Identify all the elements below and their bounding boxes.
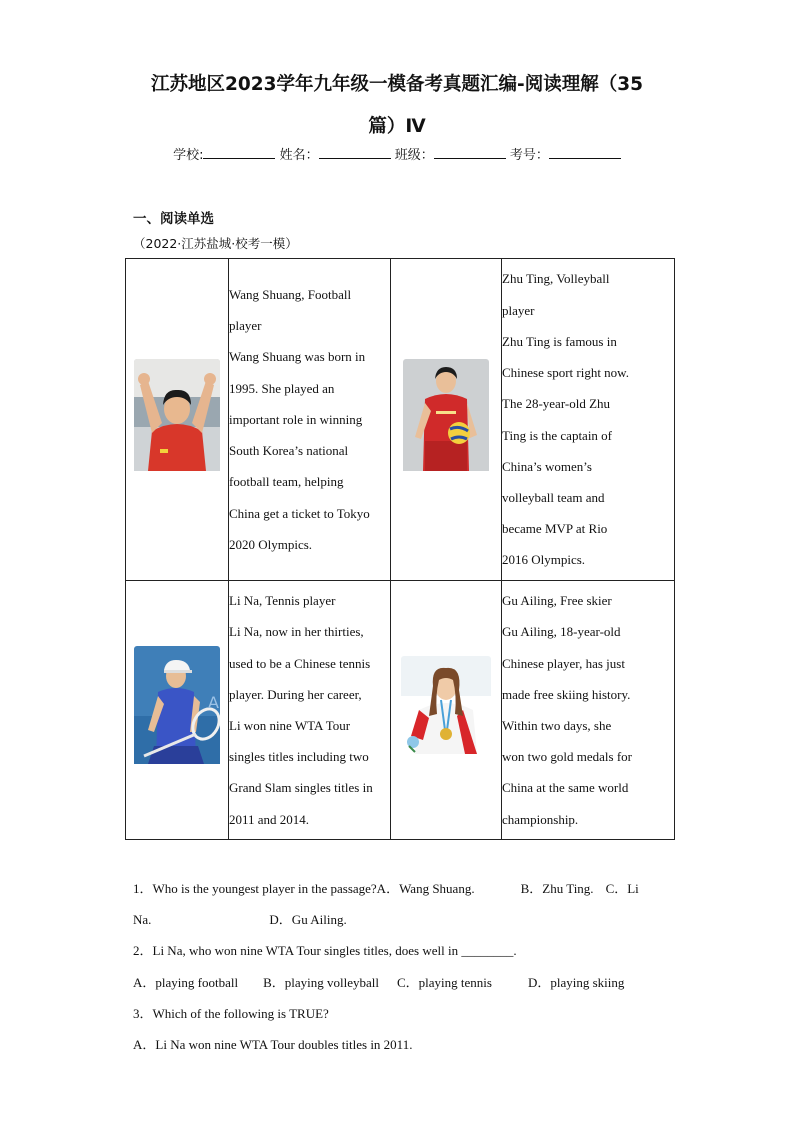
question-2-option-d[interactable]: D．playing skiing bbox=[527, 975, 625, 990]
tennis-player-photo bbox=[134, 646, 220, 769]
card-line: important role in winning bbox=[229, 411, 363, 427]
number-label: 考号： bbox=[509, 148, 549, 163]
question-1-option-c[interactable]: C．Li bbox=[605, 881, 639, 896]
card-line: player bbox=[229, 318, 262, 334]
card-line: championship. bbox=[502, 811, 579, 827]
card-line: 1995. She played an bbox=[229, 380, 335, 396]
question-source: （2022·江苏盐城·校考一模） bbox=[133, 236, 298, 251]
card-line: Chinese sport right now. bbox=[502, 365, 629, 381]
table-row bbox=[126, 259, 675, 581]
athlete-photo-cell bbox=[391, 581, 502, 840]
section-heading: 一、阅读单选 bbox=[133, 211, 214, 227]
card-line: Wang Shuang, Football bbox=[229, 287, 352, 303]
question-1-stem: 1．Who is the youngest player in the passage?A．Wang Shuang. bbox=[133, 881, 475, 896]
question-1-line1 bbox=[133, 873, 673, 904]
card-line: became MVP at Rio bbox=[502, 521, 608, 537]
athlete-photo-cell bbox=[126, 259, 229, 581]
card-line: Zhu Ting is famous in bbox=[502, 333, 617, 349]
football-player-photo bbox=[134, 359, 220, 476]
card-line: Li Na, Tennis player bbox=[229, 593, 336, 609]
question-1-option-c-cont: Na. bbox=[133, 912, 152, 927]
free-skier-photo bbox=[401, 656, 491, 759]
card-line: player. During her career, bbox=[229, 686, 362, 702]
card-line: football team, helping bbox=[229, 474, 344, 490]
card-line: Chinese player, has just bbox=[502, 655, 625, 671]
table-row bbox=[126, 581, 675, 840]
class-label: 班级： bbox=[394, 148, 434, 163]
card-line: Wang Shuang was born in bbox=[229, 349, 366, 365]
card-line: China at the same world bbox=[502, 780, 629, 796]
name-blank[interactable] bbox=[319, 146, 391, 159]
athlete-text-cell bbox=[502, 259, 675, 581]
question-2-stem: 2．Li Na, who won nine WTA Tour singles titles, does well in ________. bbox=[133, 943, 517, 958]
document-title-line2: 篇）Ⅳ bbox=[368, 116, 426, 137]
athlete-photo-cell bbox=[391, 259, 502, 581]
card-line: singles titles including two bbox=[229, 749, 369, 765]
card-line: Ting is the captain of bbox=[502, 427, 613, 443]
card-line: Grand Slam singles titles in bbox=[229, 780, 373, 796]
volleyball-player-photo bbox=[403, 359, 489, 476]
card-line: Zhu Ting, Volleyball bbox=[502, 271, 610, 287]
card-line: Gu Ailing, Free skier bbox=[502, 593, 612, 609]
question-3-stem: 3．Which of the following is TRUE? bbox=[133, 1006, 329, 1021]
card-line: 2011 and 2014. bbox=[229, 811, 310, 827]
school-label: 学校: bbox=[173, 148, 204, 163]
document-title-line1: 江苏地区2023学年九年级一模备考真题汇编-阅读理解（35 bbox=[151, 74, 643, 95]
question-3-option-a[interactable]: A．Li Na won nine WTA Tour doubles titles in 2011. bbox=[133, 1037, 413, 1052]
card-line: 2016 Olympics. bbox=[502, 552, 586, 568]
card-line: China get a ticket to Tokyo bbox=[229, 505, 370, 521]
card-line: South Korea’s national bbox=[229, 443, 349, 459]
card-line: made free skiing history. bbox=[502, 686, 631, 702]
name-label: 姓名： bbox=[279, 148, 319, 163]
athlete-text-cell bbox=[502, 581, 675, 840]
class-blank[interactable] bbox=[434, 146, 506, 159]
card-line: player bbox=[502, 302, 535, 318]
card-line: 2020 Olympics. bbox=[229, 536, 313, 552]
card-line: The 28-year-old Zhu bbox=[502, 396, 611, 412]
card-line: Li Na, now in her thirties, bbox=[229, 624, 364, 640]
card-line: won two gold medals for bbox=[502, 749, 632, 765]
question-2-option-c[interactable]: C．playing tennis bbox=[396, 975, 492, 990]
question-1-option-b[interactable]: B．Zhu Ting. bbox=[520, 881, 594, 896]
card-line: volleyball team and bbox=[502, 489, 605, 505]
card-line: used to be a Chinese tennis bbox=[229, 655, 371, 671]
question-2-option-b[interactable]: B．playing volleyball bbox=[263, 975, 379, 990]
question-2-options bbox=[133, 967, 673, 998]
number-blank[interactable] bbox=[549, 146, 621, 159]
student-info-line bbox=[0, 144, 794, 163]
athlete-table bbox=[125, 258, 675, 840]
card-line: China’s women’s bbox=[502, 458, 592, 474]
card-line: Gu Ailing, 18-year-old bbox=[502, 624, 621, 640]
question-1-line2 bbox=[133, 904, 673, 935]
athlete-text-cell bbox=[229, 259, 391, 581]
card-line: Li won nine WTA Tour bbox=[229, 718, 351, 733]
card-line: Within two days, she bbox=[502, 718, 612, 733]
question-1-option-d[interactable]: D．Gu Ailing. bbox=[269, 912, 347, 927]
athlete-text-cell bbox=[229, 581, 391, 840]
school-blank[interactable] bbox=[203, 146, 275, 159]
athlete-photo-cell bbox=[126, 581, 229, 840]
svg-text:A: A bbox=[208, 693, 219, 712]
question-2-option-a[interactable]: A．playing football bbox=[133, 975, 239, 990]
